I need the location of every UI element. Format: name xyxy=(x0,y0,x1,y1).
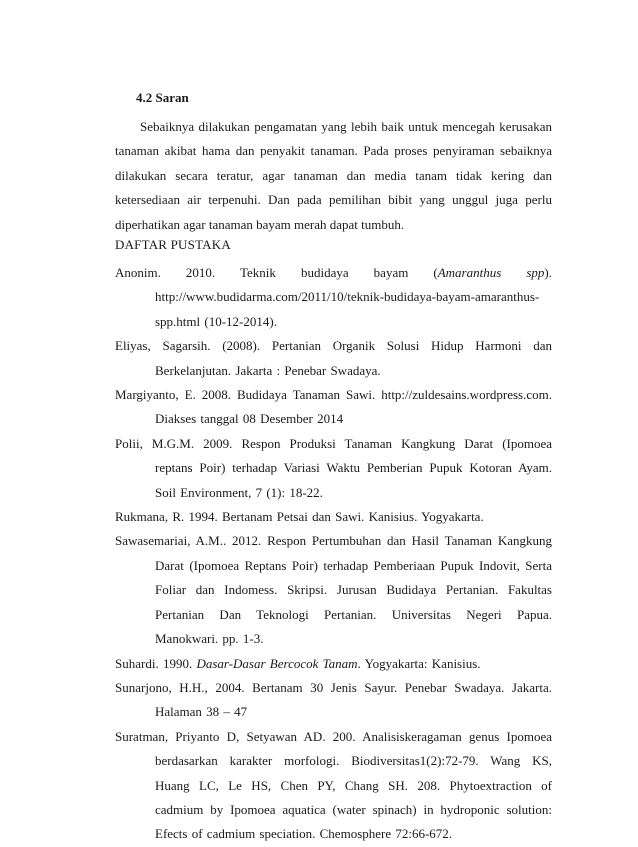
reference-item: Suratman, Priyanto D, Setyawan AD. 200. Analisiskeragaman genus Ipomoea berdasarkan karakter morfologi. Biodiversitas1(2):72-79. Wang KS, Huang LC, Le HS, Chen PY, Chang SH. 208. Phytoextraction of cadmium by Ipomoea aquatica (water spinach) in hydroponic solution: Efects of cadmium speciation. Chemosphere 72:66-672. xyxy=(115,728,552,842)
bibliography-title: DAFTAR PUSTAKA xyxy=(115,237,231,252)
reference-item: Rukmana, R. 1994. Bertanam Petsai dan Sawi. Kanisius. Yogyakarta. xyxy=(115,509,484,525)
reference-item: Sunarjono, H.H., 2004. Bertanam 30 Jenis Sayur. Penebar Swadaya. Jakarta. Halaman 38 – 47 xyxy=(115,679,552,720)
reference-item: Margiyanto, E. 2008. Budidaya Tanaman Sawi. http://zuldesains.wordpress.com. Diakses tanggal 08 Desember 2014 xyxy=(115,387,552,427)
section-heading: 4.2 Saran xyxy=(136,90,189,105)
reference-item: Eliyas, Sagarsih. (2008). Pertanian Organik Solusi Hidup Harmoni dan Berkelanjutan. Jakarta : Penebar Swadaya. xyxy=(115,338,552,378)
suggestion-paragraph: Sebaiknya dilakukan pengamatan yang lebih baik untuk mencegah kerusakan tanaman akibat hama dan penyakit tanaman. Pada proses penyiraman sebaiknya dilakukan secara teratur, agar tanaman dan media tanam tidak kering dan ketersediaan air terpenuhi. Dan pada pemilihan bibit yang unggul juga perlu diperhatikan agar tanaman bayam merah dapat tumbuh. xyxy=(115,119,552,232)
reference-list xyxy=(115,261,552,847)
reference-item: Suhardi. 1990. Dasar-Dasar Bercocok Tanam. Yogyakarta: Kanisius. xyxy=(115,655,481,671)
reference-item: Anonim. 2010. Teknik budidaya bayam (Amaranthus spp). http://www.budidarma.com/2011/10/teknik-budidaya-bayam-amaranthus-spp.html (10-12-2014). xyxy=(115,265,552,329)
reference-item: Polii, M.G.M. 2009. Respon Produksi Tanaman Kangkung Darat (Ipomoea reptans Poir) terhadap Variasi Waktu Pemberian Pupuk Kotoran Ayam. Soil Environment, 7 (1): 18-22. xyxy=(115,435,552,500)
reference-item: Sawasemariai, A.M.. 2012. Respon Pertumbuhan dan Hasil Tanaman Kangkung Darat (Ipomoea Reptans Poir) terhadap Pemberiaan Pupuk Indovit, Serta Foliar dan Indomess. Skripsi. Jurusan Budidaya Pertanian. Fakultas Pertanian Dan Teknologi Pertanian. Universitas Negeri Papua. Manokwari. pp. 1-3. xyxy=(115,533,552,647)
